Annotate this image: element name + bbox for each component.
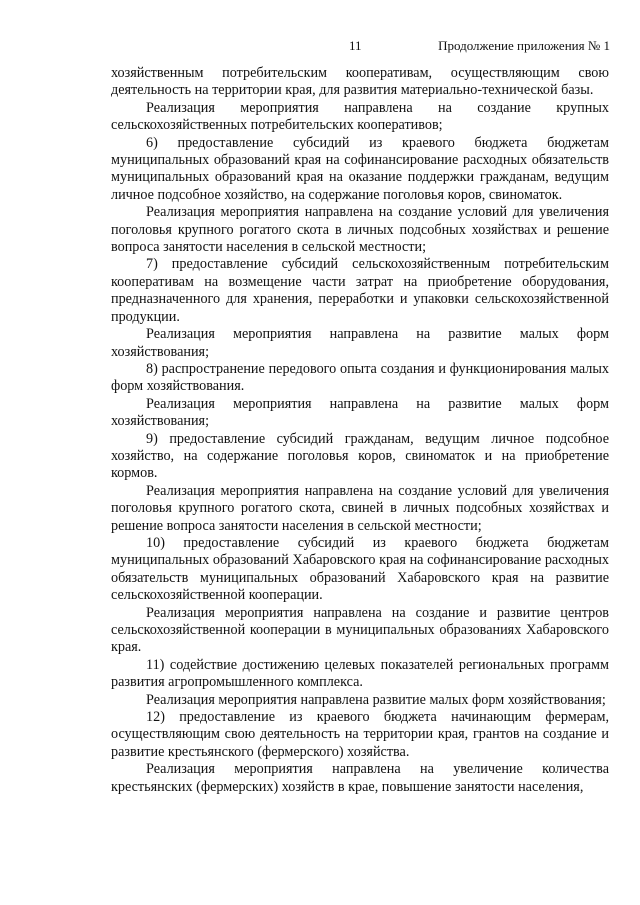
paragraph: 7) предоставление субсидий сельскохозяйственным потребительским кооперативам на возмещение части затрат на приобретение оборудования, предназначенного для хранения, переработки и упаковки сельскохозяйственной продукции. <box>111 256 609 325</box>
paragraph: хозяйственным потребительским кооперативам, осуществляющим свою деятельность на территории края, для развития материально-технической базы. <box>111 65 609 99</box>
paragraph: 12) предоставление из краевого бюджета начинающим фермерам, осуществляющим свою деятельность на территории края, грантов на создание и развитие крестьянского (фермерского) хозяйства. <box>111 709 609 760</box>
paragraph: Реализация мероприятия направлена на создание крупных сельскохозяйственных потребительских кооперативов; <box>111 99 609 134</box>
paragraph: 6) предоставление субсидий из краевого бюджета бюджетам муниципальных образований края на софинансирование расходных обязательств муниципальных образований края на оказание поддержки гражданам, ведущим личное подсобное хозяйство, на содержание поголовья коров, свиноматок. <box>111 134 609 203</box>
paragraph: 11) содействие достижению целевых показателей региональных программ развития агропромышленного комплекса. <box>111 656 609 691</box>
document-body <box>111 65 609 796</box>
page-number: 11 <box>349 38 362 53</box>
paragraph: 9) предоставление субсидий гражданам, ведущим личное подсобное хозяйство, на содержание поголовья коров, свиноматок и на приобретение кормов. <box>111 430 609 482</box>
page-header <box>0 38 640 56</box>
paragraph: Реализация мероприятия направлена на создание и развитие центров сельскохозяйственной кооперации в муниципальных образованиях Хабаровского края. <box>111 604 609 656</box>
paragraph: Реализация мероприятия направлена развитие малых форм хозяйствования; <box>146 691 606 708</box>
paragraph: 8) распространение передового опыта создания и функционирования малых форм хозяйствования. <box>111 360 609 395</box>
paragraph: Реализация мероприятия направлена на создание условий для увеличения поголовья крупного рогатого скота в личных подсобных хозяйствах и решение вопроса занятости населения в сельской местности; <box>111 204 609 256</box>
paragraph: 10) предоставление субсидий из краевого бюджета бюджетам муниципальных образований Хабаровского края на софинансирование расходных обязательств муниципальных образований Хабаровского края на развитие сельскохозяйственной кооперации. <box>111 534 609 604</box>
paragraph: Реализация мероприятия направлена на развитие малых форм хозяйствования; <box>111 395 609 430</box>
appendix-note: Продолжение приложения № 1 <box>438 38 610 53</box>
paragraph: Реализация мероприятия направлена на увеличение количества крестьянских (фермерских) хозяйств в крае, повышение занятости населения, <box>111 761 609 795</box>
paragraph: Реализация мероприятия направлена на создание условий для увеличения поголовья крупного рогатого скота, свиней в личных подсобных хозяйствах и решение вопроса занятости населения в сельской местности; <box>111 482 609 534</box>
paragraph: Реализация мероприятия направлена на развитие малых форм хозяйствования; <box>111 326 609 360</box>
